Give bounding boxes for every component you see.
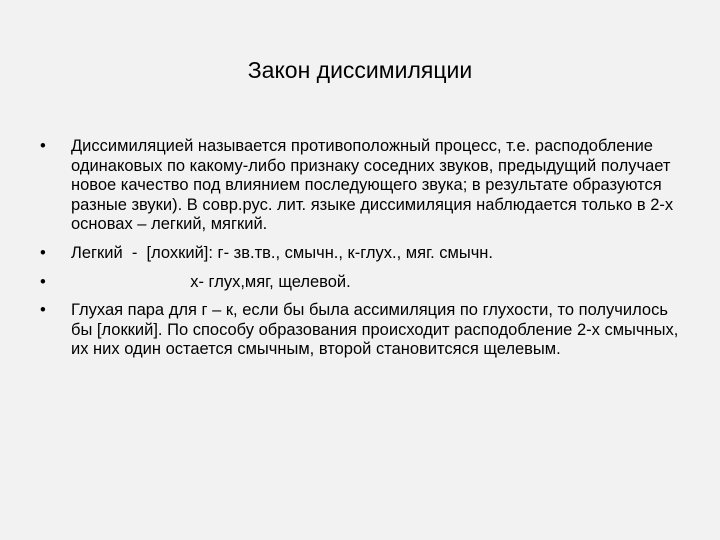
bullet-icon: • (40, 272, 46, 291)
bullet-list (40, 137, 690, 369)
bullet-icon: • (40, 137, 46, 155)
bullet-icon: • (40, 301, 46, 320)
bullet-item-3 (40, 273, 690, 293)
bullet-item-4 (40, 301, 690, 360)
bullet-text: х- глух,мяг, щелевой. (71, 272, 351, 291)
bullet-text: Легкий - [лохкий]: г- зв.тв., смычн., к-глух., мяг. смычн. (71, 243, 493, 262)
slide-title: Закон диссимиляции (247, 57, 473, 83)
bullet-icon: • (40, 243, 46, 262)
bullet-item-2 (40, 244, 690, 264)
bullet-item-1 (40, 137, 690, 235)
bullet-text: Диссимиляцией называется противоположный процесс, т.е. расподобление одинаковых по какому-либо признаку соседних звуков, предыдущий получает новое качество под влиянием последующего звука; в результате образуются разные звуки). В совр.рус. лит. языке диссимиляция наблюдается только в 2-х основах – легкий, мягкий. (71, 137, 678, 234)
bullet-text: Глухая пара для г – к, если бы была ассимиляция по глухости, то получилось бы [локкий]. По способу образования происходит расподобление 2-х смычных, их них один остается смычным, второй становитсяся щелевым. (71, 301, 683, 359)
